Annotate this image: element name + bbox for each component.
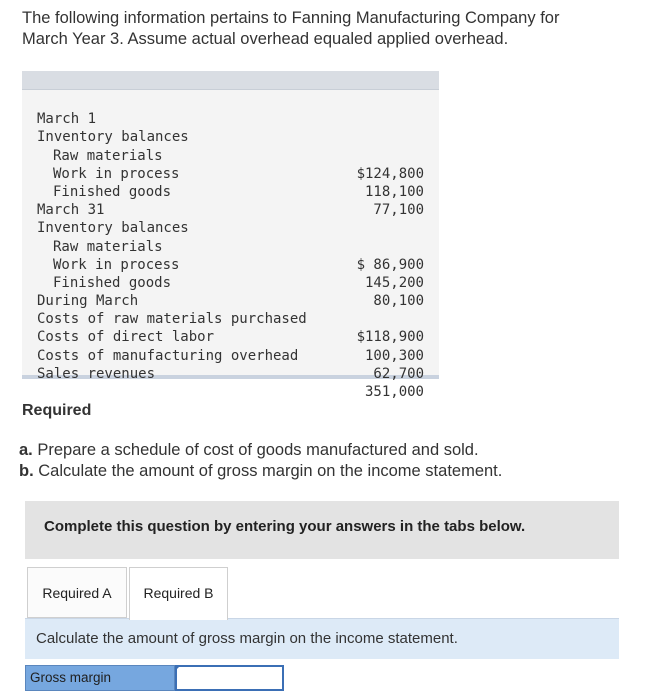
row-label: During March (37, 293, 139, 310)
answer-row (25, 665, 284, 691)
table-row (22, 201, 439, 237)
row-label: Costs of direct labor (37, 329, 215, 346)
row-value: $124,800 (356, 165, 424, 182)
row-label: Work in process (53, 256, 180, 273)
row-value: 80,100 (373, 293, 424, 310)
table-body (22, 90, 439, 401)
required-item-text: Calculate the amount of gross margin on the income statement. (38, 461, 503, 480)
required-item-text: Prepare a schedule of cost of goods manufactured and sold. (37, 441, 479, 459)
tab-required-b[interactable]: Required B (129, 567, 228, 620)
required-item-letter: b. (19, 461, 34, 480)
intro-line-1: The following information pertains to Fanning Manufacturing Company for (22, 9, 560, 27)
row-label: Inventory balances (37, 129, 189, 146)
row-label: Work in process (53, 165, 180, 182)
gross-margin-label: Gross margin (25, 665, 175, 691)
data-table (22, 71, 439, 401)
instructions-banner (25, 501, 619, 559)
tab-instruction-text: Calculate the amount of gross margin on the income statement. (36, 630, 458, 647)
table-header-bar (22, 71, 439, 90)
row-label: Finished goods (53, 183, 172, 200)
row-value: 351,000 (364, 384, 424, 401)
row-label: March 1 (37, 111, 97, 128)
row-label: Inventory balances (37, 220, 189, 237)
row-label: Finished goods (53, 274, 172, 291)
row-value: 77,100 (373, 202, 424, 219)
instructions-banner-text: Complete this question by entering your answers in the tabs below. (44, 518, 526, 535)
row-label: Raw materials (53, 147, 163, 164)
row-label: Costs of raw materials purchased (37, 311, 307, 328)
row-label: Raw materials (53, 238, 163, 255)
row-label: Sales revenues (37, 365, 156, 382)
required-list (19, 440, 502, 481)
row-value: 145,200 (364, 274, 424, 291)
table-row (22, 92, 439, 128)
intro-line-2: March Year 3. Assume actual overhead equaled applied overhead. (22, 30, 509, 48)
row-value: 100,300 (364, 347, 424, 364)
row-value: $ 86,900 (356, 256, 424, 273)
required-item-a (19, 440, 502, 461)
intro-text (22, 8, 632, 50)
required-heading: Required (22, 402, 92, 419)
row-value: $118,900 (356, 329, 424, 346)
gross-margin-input[interactable] (175, 665, 284, 691)
row-label: Costs of manufacturing overhead (37, 347, 299, 364)
row-value: 62,700 (373, 365, 424, 382)
tab-instruction (25, 618, 619, 659)
row-label: March 31 (37, 202, 105, 219)
row-value: 118,100 (364, 183, 424, 200)
required-item-b (19, 461, 502, 482)
tab-required-a[interactable]: Required A (27, 567, 127, 618)
table-row (22, 110, 439, 146)
required-item-letter: a. (19, 441, 33, 459)
